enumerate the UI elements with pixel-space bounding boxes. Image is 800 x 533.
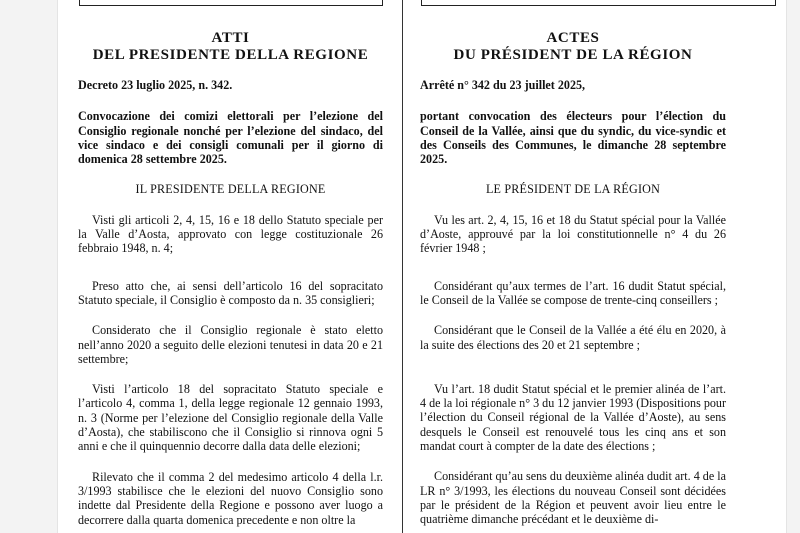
decree-heading: Arrêté n° 342 du 23 juillet 2025, — [420, 78, 586, 92]
italian-column — [78, 30, 383, 527]
recital-paragraph: Visti l’articolo 18 del sopracitato Statuto speciale e l’articolo 4, comma 1, della legge regionale 12 gennaio 1993, n. 3 (Norme per l’elezione del Consiglio regionale della Valle d’Aosta), che stabiliscono che il Consiglio si rinnova ogni 5 anni e che il quinquennio decorre dalla data delle elezioni; — [78, 382, 383, 454]
recital-paragraph: Preso atto che, ai sensi dell’articolo 16 del sopracitato Statuto speciale, il Consiglio è composto da n. 35 consiglieri; — [78, 278, 383, 307]
section-title-italian — [78, 30, 383, 64]
decree-subject: portant convocation des électeurs pour l’élection du Conseil de la Vallée, ainsi que du syndic, du vice-syndic et des Conseils des Communes, le dimanche 28 septembre 2025. — [420, 109, 726, 167]
issuing-authority: IL PRESIDENTE DELLA REGIONE — [135, 182, 326, 197]
recital-paragraph: Vu l’art. 18 dudit Statut spécial et le premier alinéa de l’art. 4 de la loi régionale n° 3 du 12 janvier 1993 (Dispositions pour l’élection du Conseil régional de la Vallée d’Aoste), au sens desquels le Conseil est renouvelé tous les cinq ans et son mandat court à compter de la date des élections ; — [420, 381, 726, 454]
recital-paragraph: Considérant qu’aux termes de l’art. 16 dudit Statut spécial, le Conseil de la Vallée se compose de trente-cinq conseillers ; — [420, 278, 726, 307]
french-column — [420, 30, 726, 527]
recital-paragraph: Rilevato che il comma 2 del medesimo articolo 4 della l.r. 3/1993 stabilisce che le elezioni del nuovo Consiglio sono indette dal Presidente della Regione e possono aver luogo a decorrere dalla quarta domenica precedente e non oltre la — [78, 469, 383, 527]
section-title-line1: ACTES — [546, 30, 600, 46]
document-page — [57, 0, 787, 533]
issuing-authority: LE PRÉSIDENT DE LA RÉGION — [485, 182, 661, 197]
section-title-line2: DU PRÉSIDENT DE LA RÉGION — [453, 47, 693, 63]
column-divider — [402, 0, 403, 533]
recital-paragraph: Considérant qu’au sens du deuxième alinéa dudit art. 4 de la LR n° 3/1993, les élections du nouveau Conseil sont décidées par le président de la Région et peuvent avoir lieu entre le quatrième dimanche précédant et le deuxième di- — [420, 469, 726, 527]
recital-paragraph: Considérant que le Conseil de la Vallée a été élu en 2020, à la suite des élections des 20 et 21 septembre ; — [420, 323, 726, 352]
section-title-line1: ATTI — [211, 30, 250, 46]
recital-paragraph: Considerato che il Consiglio regionale è stato eletto nell’anno 2020 a seguito delle elezioni tenutesi in data 20 e 21 settembre; — [78, 323, 383, 366]
section-title-line2: DEL PRESIDENTE DELLA REGIONE — [92, 47, 369, 63]
recital-paragraph: Vu les art. 2, 4, 15, 16 et 18 du Statut spécial pour la Vallée d’Aoste, approuvé par la loi constitutionnelle n° 4 du 26 février 1948 ; — [420, 212, 726, 256]
header-box-right — [421, 0, 776, 6]
header-box-left — [79, 0, 383, 6]
decree-subject: Convocazione dei comizi elettorali per l’elezione del Consiglio regionale nonché per l’elezione del sindaco, del vice sindaco e dei consigli comunali per il giorno di domenica 28 settembre 2025. — [78, 109, 383, 167]
recital-paragraph: Visti gli articoli 2, 4, 15, 16 e 18 dello Statuto speciale per la Valle d’Aosta, approvato con legge costituzionale 26 febbraio 1948, n. 4; — [78, 212, 383, 256]
section-title-french — [420, 30, 726, 64]
decree-heading: Decreto 23 luglio 2025, n. 342. — [78, 78, 233, 92]
